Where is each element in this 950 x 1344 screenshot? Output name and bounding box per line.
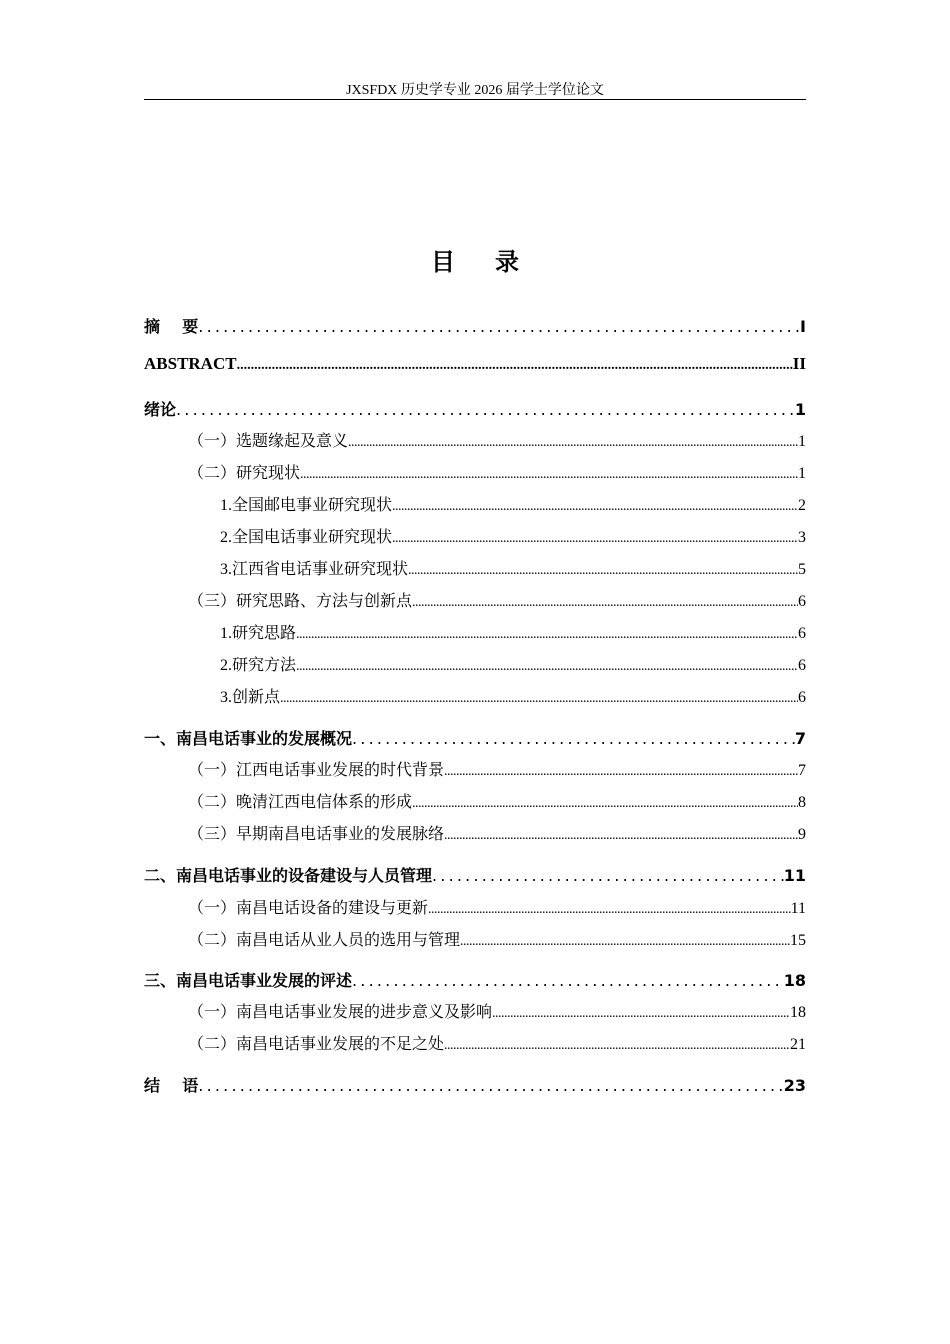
toc-label: （二）南昌电话从业人员的选用与管理 xyxy=(188,932,461,949)
toc-page: 23 xyxy=(783,1076,806,1095)
toc-page: 1 xyxy=(794,400,806,419)
toc-leader xyxy=(444,1038,790,1054)
toc-entry-chapter-3[interactable] xyxy=(144,968,806,990)
toc-leader xyxy=(460,934,790,950)
toc-leader xyxy=(352,729,795,748)
toc-page: 18 xyxy=(783,971,806,990)
toc-page: 1 xyxy=(798,433,806,450)
toc-label: 1.研究思路 xyxy=(220,625,297,642)
toc-label: 三、南昌电话事业发展的评述 xyxy=(144,971,353,990)
toc-label: 绪论 xyxy=(144,400,177,419)
toc-leader xyxy=(296,659,798,675)
toc-label: （三）研究思路、方法与创新点 xyxy=(188,593,413,610)
toc-leader xyxy=(198,317,800,336)
toc-page: 3 xyxy=(798,529,806,546)
toc-page: 21 xyxy=(790,1036,806,1053)
toc-title-char-2: 录 xyxy=(495,248,519,276)
toc-leader xyxy=(296,627,798,643)
toc-leader xyxy=(444,828,798,844)
toc-label: 3.创新点 xyxy=(220,689,281,706)
toc-entry[interactable] xyxy=(188,428,806,450)
toc-label: ABSTRACT xyxy=(144,354,237,373)
toc-page: 5 xyxy=(798,561,806,578)
toc-page: 9 xyxy=(798,826,806,843)
toc-leader xyxy=(237,358,793,374)
toc-page: 6 xyxy=(798,625,806,642)
toc-label: 3.江西省电话事业研究现状 xyxy=(220,561,409,578)
toc-entry-chapter-1[interactable] xyxy=(144,726,806,748)
toc-leader xyxy=(492,1006,790,1022)
toc-page: 8 xyxy=(798,794,806,811)
toc-leader xyxy=(198,1076,783,1095)
toc-label: （一）南昌电话事业发展的进步意义及影响 xyxy=(188,1004,493,1021)
toc-page: 2 xyxy=(798,497,806,514)
toc-leader xyxy=(392,499,798,515)
toc-entry[interactable] xyxy=(188,1031,806,1053)
toc-label: （一）南昌电话设备的建设与更新 xyxy=(188,900,429,917)
toc-leader xyxy=(392,531,798,547)
running-header: JXSFDX 历史学专业 2026 届学士学位论文 xyxy=(346,83,604,98)
toc-leader xyxy=(300,467,798,483)
toc-label: 1.全国邮电事业研究现状 xyxy=(220,497,393,514)
toc-label: （一）选题缘起及意义 xyxy=(188,433,349,450)
toc-entry[interactable] xyxy=(188,789,806,811)
toc-label: （一）江西电话事业发展的时代背景 xyxy=(188,762,445,779)
toc-entry[interactable] xyxy=(188,588,806,610)
toc-leader xyxy=(348,435,798,451)
toc-page: 7 xyxy=(794,729,806,748)
toc-entry[interactable] xyxy=(220,652,806,674)
toc-title xyxy=(0,242,950,277)
toc-entry-chapter-2[interactable] xyxy=(144,863,806,885)
toc-label: 结 语 xyxy=(144,1076,199,1095)
toc-page: 1 xyxy=(798,465,806,482)
toc-leader xyxy=(412,796,798,812)
toc-entry-introduction[interactable] xyxy=(144,397,806,419)
toc-leader xyxy=(280,691,798,707)
toc-label: 一、南昌电话事业的发展概况 xyxy=(144,729,353,748)
toc-page: II xyxy=(792,354,806,373)
toc-leader xyxy=(412,595,798,611)
toc-page: 15 xyxy=(790,932,806,949)
toc-label: （二）研究现状 xyxy=(188,465,301,482)
toc-entry[interactable] xyxy=(188,999,806,1021)
toc-page: 11 xyxy=(783,866,806,885)
toc-entry[interactable] xyxy=(188,927,806,949)
toc-entry[interactable] xyxy=(220,684,806,706)
toc-label: （三）早期南昌电话事业的发展脉络 xyxy=(188,826,445,843)
toc-label: 2.研究方法 xyxy=(220,657,297,674)
toc-entry[interactable] xyxy=(188,757,806,779)
toc-entry-abstract-cn[interactable] xyxy=(144,314,806,336)
toc-page: 18 xyxy=(790,1004,806,1021)
header-rule xyxy=(144,99,806,100)
toc-title-char-1: 目 xyxy=(431,248,455,276)
toc-page: 11 xyxy=(790,900,806,917)
toc-leader xyxy=(176,400,795,419)
toc-entry[interactable] xyxy=(188,895,806,917)
toc-leader xyxy=(352,971,784,990)
toc-leader xyxy=(444,764,798,780)
toc-entry[interactable] xyxy=(188,821,806,843)
toc-entry[interactable] xyxy=(220,556,806,578)
toc-page: I xyxy=(800,317,806,336)
toc-entry-conclusion[interactable] xyxy=(144,1073,806,1095)
toc-page: 6 xyxy=(798,593,806,610)
toc-entry[interactable] xyxy=(220,524,806,546)
toc-entry-abstract-en[interactable] xyxy=(144,354,806,376)
toc-entry[interactable] xyxy=(188,460,806,482)
toc-label: （二）南昌电话事业发展的不足之处 xyxy=(188,1036,445,1053)
toc-leader xyxy=(428,902,791,918)
toc-page: 6 xyxy=(798,689,806,706)
toc-label: （二）晚清江西电信体系的形成 xyxy=(188,794,413,811)
toc-page: 6 xyxy=(798,657,806,674)
toc-leader xyxy=(408,563,798,579)
toc-page: 7 xyxy=(798,762,806,779)
toc-entry[interactable] xyxy=(220,620,806,642)
toc-label: 2.全国电话事业研究现状 xyxy=(220,529,393,546)
toc-label: 摘 要 xyxy=(144,317,199,336)
toc-entry[interactable] xyxy=(220,492,806,514)
toc-leader xyxy=(432,866,784,885)
toc-label: 二、南昌电话事业的设备建设与人员管理 xyxy=(144,866,433,885)
